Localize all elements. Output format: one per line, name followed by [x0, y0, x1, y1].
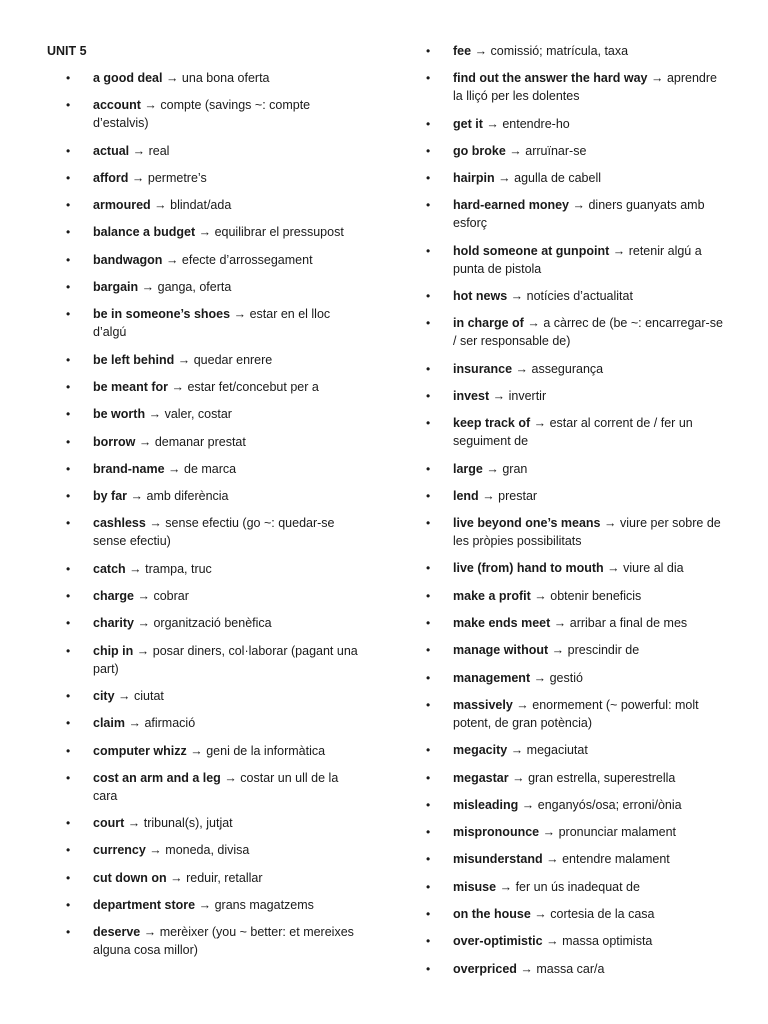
term: charge — [93, 589, 134, 604]
bullet-icon: • — [66, 407, 71, 422]
vocabulary-entry — [66, 587, 366, 605]
bullet-icon: • — [66, 98, 71, 113]
vocabulary-entry — [66, 223, 366, 241]
term: deserve — [93, 925, 141, 940]
term: go broke — [453, 143, 506, 158]
definition: quedar enrere — [193, 352, 273, 367]
bullet-icon: • — [426, 907, 431, 922]
bullet-icon: • — [426, 588, 431, 603]
bullet-icon: • — [66, 516, 71, 531]
bullet-icon: • — [426, 643, 431, 658]
bullet-icon: • — [426, 243, 431, 258]
vocabulary-entry — [66, 278, 366, 296]
term: make a profit — [453, 588, 531, 603]
term: cut down on — [93, 870, 167, 885]
definition: geni de la informàtica — [206, 743, 326, 758]
definition: aprendre la lliçó per les dolentes — [453, 71, 717, 104]
arrow-icon: → — [553, 616, 567, 631]
bullet-icon: • — [66, 688, 71, 703]
definition: enormement (~ powerful: molt potent, de gran potència) — [453, 697, 699, 730]
vocabulary-entry — [66, 896, 366, 914]
term: insurance — [453, 361, 513, 376]
arrow-icon: → — [534, 588, 547, 603]
term: megastar — [453, 770, 509, 785]
bullet-icon: • — [66, 71, 71, 85]
definition: pronunciar malament — [558, 825, 677, 840]
vocabulary-entry — [66, 405, 366, 423]
term: a good deal — [93, 71, 163, 85]
arrow-icon: → — [516, 697, 529, 712]
arrow-icon: → — [149, 516, 162, 531]
vocabulary-entry — [426, 69, 726, 105]
definition: una bona oferta — [181, 71, 270, 85]
definition: ganga, oferta — [157, 280, 232, 295]
bullet-icon: • — [426, 488, 431, 503]
bullet-icon: • — [426, 670, 431, 685]
term: bargain — [93, 280, 139, 295]
bullet-icon: • — [66, 589, 71, 604]
vocabulary-entry — [426, 115, 726, 133]
vocabulary-entry — [426, 796, 726, 814]
arrow-icon: → — [512, 770, 525, 785]
arrow-icon: → — [604, 516, 617, 531]
definition: trampa, truc — [145, 561, 212, 576]
definition: entendre malament — [562, 852, 670, 867]
definition: invertir — [508, 388, 547, 403]
bullet-icon: • — [66, 352, 71, 367]
arrow-icon: → — [486, 461, 499, 476]
bullet-icon: • — [426, 71, 431, 86]
definition: grans magatzems — [214, 898, 314, 913]
term: misunderstand — [453, 852, 543, 867]
definition: efecte d’arrossegament — [181, 252, 313, 267]
definition: viure al dia — [623, 561, 684, 576]
vocabulary-entry — [66, 251, 366, 269]
arrow-icon: → — [510, 289, 524, 304]
bullet-icon: • — [66, 143, 71, 158]
bullet-icon: • — [66, 198, 71, 213]
definition: diners guanyats amb esforç — [453, 198, 705, 231]
term: overpriced — [453, 961, 517, 976]
vocabulary-entry — [426, 242, 726, 278]
term: on the house — [453, 907, 531, 922]
arrow-icon: → — [233, 307, 247, 322]
definition: retenir algú a punta de pistola — [453, 243, 702, 276]
arrow-icon: → — [224, 770, 237, 785]
term: large — [453, 461, 483, 476]
vocabulary-entry — [66, 560, 366, 578]
arrow-icon: → — [546, 852, 559, 867]
vocabulary-entry — [66, 69, 366, 87]
arrow-icon: → — [546, 934, 559, 949]
definition: equilibrar el pressupost — [214, 225, 344, 240]
term: balance a budget — [93, 225, 196, 240]
vocabulary-entry — [426, 360, 726, 378]
vocabulary-entry — [66, 514, 366, 550]
bullet-icon: • — [426, 316, 431, 331]
vocabulary-entry — [426, 169, 726, 187]
vocabulary-entry — [426, 314, 726, 350]
vocabulary-entry — [66, 769, 366, 805]
bullet-icon: • — [66, 561, 71, 576]
vocabulary-entry — [426, 932, 726, 950]
definition: reduir, retallar — [186, 870, 263, 885]
arrow-icon: → — [144, 98, 157, 113]
term: megacity — [453, 743, 508, 758]
vocabulary-entry — [66, 351, 366, 369]
term: department store — [93, 898, 196, 913]
arrow-icon: → — [136, 643, 150, 658]
term: mispronounce — [453, 825, 540, 840]
arrow-icon: → — [520, 961, 533, 976]
bullet-icon: • — [426, 289, 431, 304]
vocabulary-entry — [426, 960, 726, 978]
arrow-icon: → — [148, 407, 162, 422]
arrow-icon: → — [137, 589, 150, 604]
vocabulary-entry — [426, 559, 726, 577]
term: catch — [93, 561, 126, 576]
vocabulary-entry — [66, 642, 366, 678]
definition: prescindir de — [567, 643, 640, 658]
arrow-icon: → — [143, 925, 157, 940]
definition: posar diners, col·laborar (pagant una part) — [93, 643, 358, 676]
term: court — [93, 816, 125, 831]
arrow-icon: → — [486, 116, 499, 131]
definition: tribunal(s), jutjat — [143, 816, 233, 831]
definition: gestió — [549, 670, 583, 685]
bullet-icon: • — [66, 643, 71, 658]
arrow-icon: → — [171, 379, 184, 394]
arrow-icon: → — [132, 143, 146, 158]
term: chip in — [93, 643, 134, 658]
definition: ciutat — [134, 688, 164, 703]
vocabulary-entry — [66, 169, 366, 187]
term: massively — [453, 697, 513, 712]
bullet-icon: • — [66, 898, 71, 913]
term: management — [453, 670, 531, 685]
definition: de marca — [184, 461, 237, 476]
term: armoured — [93, 198, 151, 213]
bullet-icon: • — [426, 198, 431, 213]
vocabulary-entry — [66, 614, 366, 632]
term: bandwagon — [93, 252, 163, 267]
definition: estar en el lloc d’algú — [93, 307, 331, 340]
term: fee — [453, 44, 472, 58]
left-vocabulary-list — [66, 69, 366, 969]
arrow-icon: → — [141, 280, 155, 295]
term: be left behind — [93, 352, 175, 367]
bullet-icon: • — [426, 388, 431, 403]
bullet-icon: • — [66, 379, 71, 394]
definition: assegurança — [531, 361, 604, 376]
term: misuse — [453, 879, 497, 894]
vocabulary-entry — [426, 460, 726, 478]
bullet-icon: • — [66, 743, 71, 758]
vocabulary-entry — [426, 487, 726, 505]
term: be meant for — [93, 379, 169, 394]
definition: entendre-ho — [502, 116, 570, 131]
definition: sense efectiu (go ~: quedar-se sense efectiu) — [93, 516, 335, 549]
definition: massa optimista — [562, 934, 653, 949]
definition: arruïnar-se — [525, 143, 587, 158]
term: live beyond one’s means — [453, 516, 601, 531]
arrow-icon: → — [607, 561, 620, 576]
bullet-icon: • — [66, 925, 71, 940]
definition: gran — [502, 461, 528, 476]
arrow-icon: → — [572, 198, 585, 213]
term: computer whizz — [93, 743, 187, 758]
definition: a càrrec de (be ~: encarregar-se / ser responsable de) — [453, 316, 723, 349]
bullet-icon: • — [66, 252, 71, 267]
vocabulary-entry — [66, 305, 366, 341]
term: hold someone at gunpoint — [453, 243, 610, 258]
vocabulary-entry — [426, 696, 726, 732]
arrow-icon: → — [177, 352, 191, 367]
right-vocabulary-list — [426, 42, 726, 987]
arrow-icon: → — [165, 71, 179, 85]
term: get it — [453, 116, 483, 131]
vocabulary-entry — [426, 514, 726, 550]
page-title: UNIT 5 — [47, 44, 87, 58]
bullet-icon: • — [426, 516, 431, 531]
term: be worth — [93, 407, 146, 422]
arrow-icon: → — [128, 716, 141, 731]
term: charity — [93, 616, 134, 631]
arrow-icon: → — [534, 907, 547, 922]
vocabulary-entry — [426, 287, 726, 305]
term: find out the answer the hard way — [453, 71, 648, 86]
vocabulary-entry — [426, 142, 726, 160]
vocabulary-entry — [66, 196, 366, 214]
vocabulary-entry — [66, 687, 366, 705]
vocabulary-entry — [426, 823, 726, 841]
arrow-icon: → — [129, 561, 142, 576]
vocabulary-entry — [66, 142, 366, 160]
vocabulary-entry — [426, 769, 726, 787]
arrow-icon: → — [542, 825, 556, 840]
bullet-icon: • — [426, 879, 431, 894]
arrow-icon: → — [474, 44, 488, 58]
term: borrow — [93, 434, 136, 449]
bullet-icon: • — [66, 616, 71, 631]
definition: prestar — [498, 488, 538, 503]
term: cost an arm and a leg — [93, 770, 221, 785]
arrow-icon: → — [482, 488, 495, 503]
definition: enganyós/osa; erroni/ònia — [537, 797, 682, 812]
vocabulary-entry — [426, 614, 726, 632]
vocabulary-entry — [66, 378, 366, 396]
arrow-icon: → — [198, 225, 212, 240]
definition: afirmació — [144, 716, 196, 731]
arrow-icon: → — [498, 171, 511, 186]
arrow-icon: → — [138, 434, 152, 449]
bullet-icon: • — [426, 44, 431, 58]
arrow-icon: → — [510, 743, 524, 758]
definition: cortesia de la casa — [550, 907, 655, 922]
arrow-icon: → — [168, 461, 181, 476]
vocabulary-entry — [426, 42, 726, 60]
bullet-icon: • — [66, 434, 71, 449]
vocabulary-entry — [66, 96, 366, 132]
arrow-icon: → — [492, 388, 506, 403]
vocabulary-entry — [426, 741, 726, 759]
term: live (from) hand to mouth — [453, 561, 604, 576]
definition: viure per sobre de les pròpies possibilitats — [453, 516, 721, 549]
term: hot news — [453, 289, 508, 304]
bullet-icon: • — [66, 816, 71, 831]
vocabulary-entry — [66, 742, 366, 760]
vocabulary-entry — [66, 433, 366, 451]
definition: real — [148, 143, 170, 158]
bullet-icon: • — [66, 770, 71, 785]
arrow-icon: → — [170, 870, 183, 885]
bullet-icon: • — [66, 307, 71, 322]
vocabulary-entry — [426, 669, 726, 687]
bullet-icon: • — [66, 225, 71, 240]
bullet-icon: • — [66, 280, 71, 295]
bullet-icon: • — [66, 170, 71, 185]
bullet-icon: • — [426, 616, 431, 631]
bullet-icon: • — [426, 934, 431, 949]
arrow-icon: → — [165, 252, 179, 267]
definition: obtenir beneficis — [550, 588, 642, 603]
bullet-icon: • — [426, 961, 431, 976]
vocabulary-entry — [426, 878, 726, 896]
arrow-icon: → — [131, 170, 145, 185]
term: claim — [93, 716, 125, 731]
arrow-icon: → — [527, 316, 540, 331]
bullet-icon: • — [66, 489, 71, 504]
bullet-icon: • — [426, 561, 431, 576]
bullet-icon: • — [66, 870, 71, 885]
definition: gran estrella, superestrella — [528, 770, 676, 785]
bullet-icon: • — [426, 743, 431, 758]
term: in charge of — [453, 316, 524, 331]
arrow-icon: → — [551, 643, 565, 658]
term: cashless — [93, 516, 146, 531]
definition: moneda, divisa — [165, 843, 250, 858]
definition: costar un ull de la cara — [93, 770, 339, 803]
arrow-icon: → — [127, 816, 141, 831]
definition: agulla de cabell — [514, 171, 602, 186]
term: actual — [93, 143, 130, 158]
definition: arribar a final de mes — [569, 616, 688, 631]
vocabulary-entry — [426, 850, 726, 868]
term: afford — [93, 170, 129, 185]
arrow-icon: → — [521, 797, 535, 812]
vocabulary-entry — [426, 587, 726, 605]
term: make ends meet — [453, 616, 551, 631]
arrow-icon: → — [509, 143, 522, 158]
vocabulary-entry — [66, 460, 366, 478]
definition: fer un ús inadequat de — [515, 879, 640, 894]
term: over-optimistic — [453, 934, 543, 949]
vocabulary-entry — [66, 487, 366, 505]
bullet-icon: • — [426, 825, 431, 840]
arrow-icon: → — [137, 616, 150, 631]
definition: demanar prestat — [154, 434, 246, 449]
bullet-icon: • — [426, 116, 431, 131]
bullet-icon: • — [426, 143, 431, 158]
bullet-icon: • — [426, 770, 431, 785]
term: hairpin — [453, 171, 495, 186]
bullet-icon: • — [66, 716, 71, 731]
bullet-icon: • — [426, 416, 431, 431]
bullet-icon: • — [66, 843, 71, 858]
term: keep track of — [453, 416, 531, 431]
bullet-icon: • — [426, 852, 431, 867]
definition: estar al corrent de / fer un seguiment de — [453, 416, 693, 449]
term: manage without — [453, 643, 549, 658]
definition: massa car/a — [536, 961, 605, 976]
arrow-icon: → — [190, 743, 203, 758]
term: hard-earned money — [453, 198, 570, 213]
vocabulary-entry — [66, 814, 366, 832]
definition: cobrar — [153, 589, 189, 604]
vocabulary-entry — [426, 641, 726, 659]
bullet-icon: • — [426, 461, 431, 476]
definition: notícies d’actualitat — [526, 289, 633, 304]
term: city — [93, 688, 115, 703]
arrow-icon: → — [533, 416, 547, 431]
definition: valer, costar — [164, 407, 232, 422]
definition: organització benèfica — [153, 616, 272, 631]
arrow-icon: → — [198, 898, 212, 913]
term: lend — [453, 488, 479, 503]
term: account — [93, 98, 141, 113]
arrow-icon: → — [130, 489, 144, 504]
vocabulary-entry — [426, 905, 726, 923]
term: invest — [453, 388, 490, 403]
arrow-icon: → — [118, 688, 131, 703]
term: brand-name — [93, 461, 165, 476]
definition: megaciutat — [526, 743, 588, 758]
arrow-icon: → — [533, 670, 547, 685]
bullet-icon: • — [426, 361, 431, 376]
vocabulary-entry — [426, 414, 726, 450]
term: by far — [93, 489, 128, 504]
arrow-icon: → — [499, 879, 513, 894]
definition: blindat/ada — [170, 198, 232, 213]
term: be in someone’s shoes — [93, 307, 231, 322]
definition: estar fet/concebut per a — [187, 379, 319, 394]
arrow-icon: → — [612, 243, 626, 258]
vocabulary-entry — [66, 923, 366, 959]
vocabulary-entry — [66, 841, 366, 859]
arrow-icon: → — [149, 843, 162, 858]
definition: permetre’s — [147, 170, 207, 185]
definition: merèixer (you ~ better: et mereixes alguna cosa millor) — [93, 925, 354, 958]
vocabulary-entry — [66, 714, 366, 732]
vocabulary-entry — [426, 196, 726, 232]
bullet-icon: • — [426, 697, 431, 712]
vocabulary-entry — [426, 387, 726, 405]
definition: comissió; matrícula, taxa — [490, 44, 629, 58]
bullet-icon: • — [426, 797, 431, 812]
arrow-icon: → — [650, 71, 664, 86]
bullet-icon: • — [426, 171, 431, 186]
term: currency — [93, 843, 146, 858]
definition: amb diferència — [146, 489, 229, 504]
arrow-icon: → — [515, 361, 529, 376]
bullet-icon: • — [66, 461, 71, 476]
term: misleading — [453, 797, 519, 812]
vocabulary-entry — [66, 869, 366, 887]
arrow-icon: → — [154, 198, 167, 213]
definition: compte (savings ~: compte d’estalvis) — [93, 98, 311, 131]
